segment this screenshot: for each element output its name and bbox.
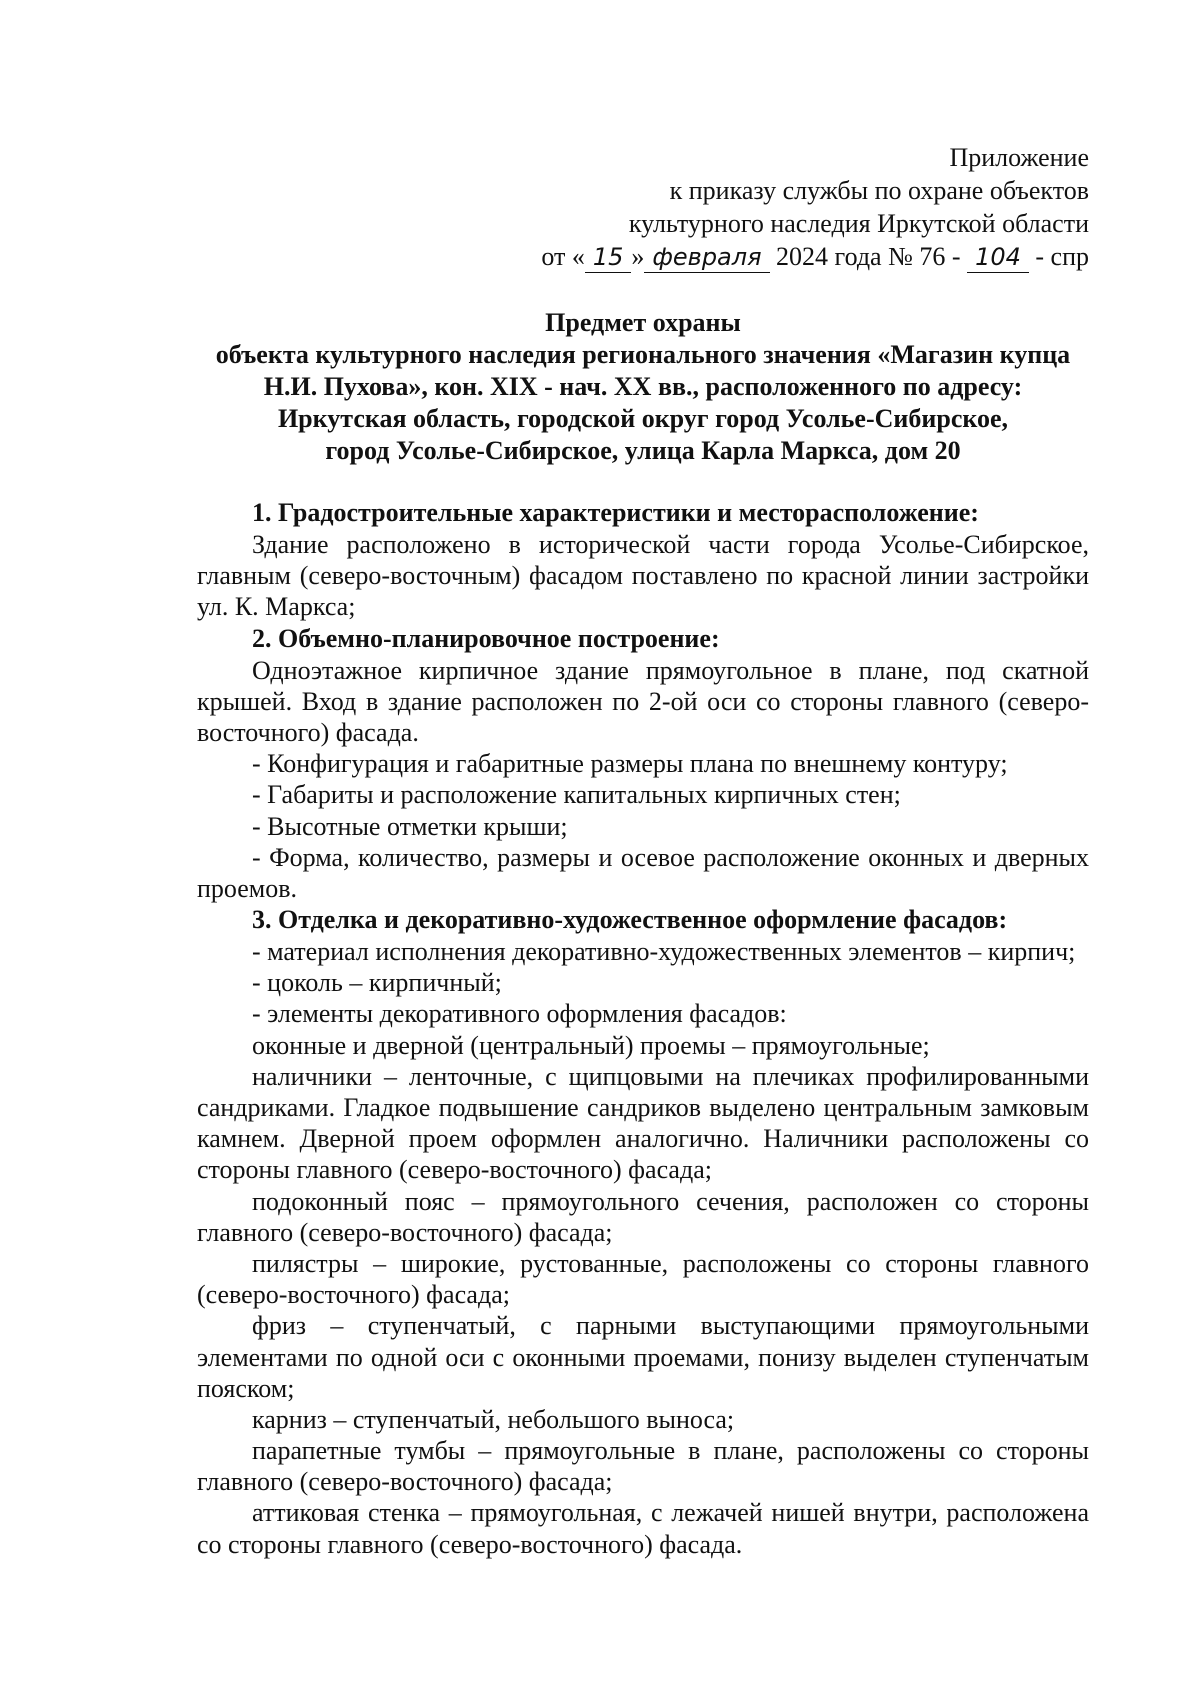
year-text: 2024 года № 76 - — [776, 242, 961, 271]
section-3-item-6: подоконный пояс – прямоугольного сечения, расположен со стороны главного (северо-восточного) фасада; — [197, 1186, 1089, 1247]
section-2-item-3: - Высотные отметки крыши; — [252, 811, 568, 841]
section-3-item-7: пилястры – широкие, рустованные, расположены со стороны главного (северо-восточного) фасада; — [197, 1248, 1089, 1310]
title-line-5: город Усолье-Сибирское, улица Карла Маркса, дом 20 — [325, 436, 961, 465]
handwritten-day: 15 — [585, 243, 632, 273]
section-2-item-4: - Форма, количество, размеры и осевое расположение оконных и дверных проемов. — [197, 842, 1089, 903]
title-line-3: Н.И. Пухова», кон. XIX - нач. XX вв., расположенного по адресу: — [263, 372, 1023, 401]
appendix-header — [197, 142, 1089, 274]
handwritten-number: 104 — [967, 243, 1029, 273]
section-2-item-2: - Габариты и расположение капитальных кирпичных стен; — [252, 780, 901, 810]
section-2-heading: 2. Объемно-планировочное построение: — [252, 623, 720, 653]
order-suffix: - спр — [1035, 242, 1089, 271]
section-2-text: Одноэтажное кирпичное здание прямоугольное в плане, под скатной крышей. Вход в здание расположен по 2-ой оси со стороны главного (северо-восточного) фасада. — [197, 655, 1089, 747]
section-3-item-8: фриз – ступенчатый, с парными выступающими прямоугольными элементами по одной оси с оконными проемами, понизу выделен ступенчатым пояском; — [197, 1311, 1089, 1403]
section-2-item-1: - Конфигурация и габаритные размеры плана по внешнему контуру; — [252, 749, 1008, 779]
section-3-heading: 3. Отделка и декоративно-художественное оформление фасадов: — [252, 905, 1008, 935]
section-3-item-5: наличники – ленточные, с щипцовыми на плечиках профилированными сандриками. Гладкое подвышение сандриков выделено центральным замковым камнем. Дверной проем оформлен аналогично. Наличники расположены со стороны главного (северо-восточного) фасада; — [197, 1061, 1089, 1185]
date-mid: » — [631, 242, 645, 271]
document-body — [197, 497, 1089, 1560]
title-line-1: Предмет охраны — [545, 308, 741, 337]
document-title — [197, 307, 1089, 467]
header-line-1: Приложение — [949, 143, 1089, 172]
handwritten-month: февраля — [644, 243, 769, 273]
section-1-text: Здание расположено в исторической части города Усолье-Сибирское, главным (северо-восточным) фасадом поставлено по красной линии застройки ул. К. Маркса; — [197, 530, 1089, 622]
section-3-item-4: оконные и дверной (центральный) проемы – прямоугольные; — [252, 1030, 930, 1060]
section-1-heading: 1. Градостроительные характеристики и месторасположение: — [252, 498, 979, 527]
title-line-4: Иркутская область, городской округ город Усолье-Сибирское, — [277, 404, 1009, 433]
header-line-2: к приказу службы по охране объектов — [669, 176, 1089, 205]
date-prefix: от « — [541, 242, 585, 271]
section-3-item-3: - элементы декоративного оформления фасадов: — [252, 999, 787, 1029]
title-line-2: объекта культурного наследия регионального значения «Магазин купца — [215, 340, 1071, 369]
section-3-item-1: - материал исполнения декоративно-художественных элементов – кирпич; — [252, 937, 1076, 967]
section-3-item-9: карниз – ступенчатый, небольшого выноса; — [252, 1404, 735, 1434]
header-line-3: культурного наследия Иркутской области — [628, 209, 1089, 238]
section-3-item-11: аттиковая стенка – прямоугольная, с лежачей нишей внутри, расположена со стороны главного (северо-восточного) фасада. — [197, 1498, 1089, 1559]
header-date-line — [197, 241, 1089, 274]
section-3-item-10: парапетные тумбы – прямоугольные в плане, расположены со стороны главного (северо-восточного) фасада; — [197, 1436, 1089, 1497]
section-3-item-2: - цоколь – кирпичный; — [252, 968, 502, 998]
